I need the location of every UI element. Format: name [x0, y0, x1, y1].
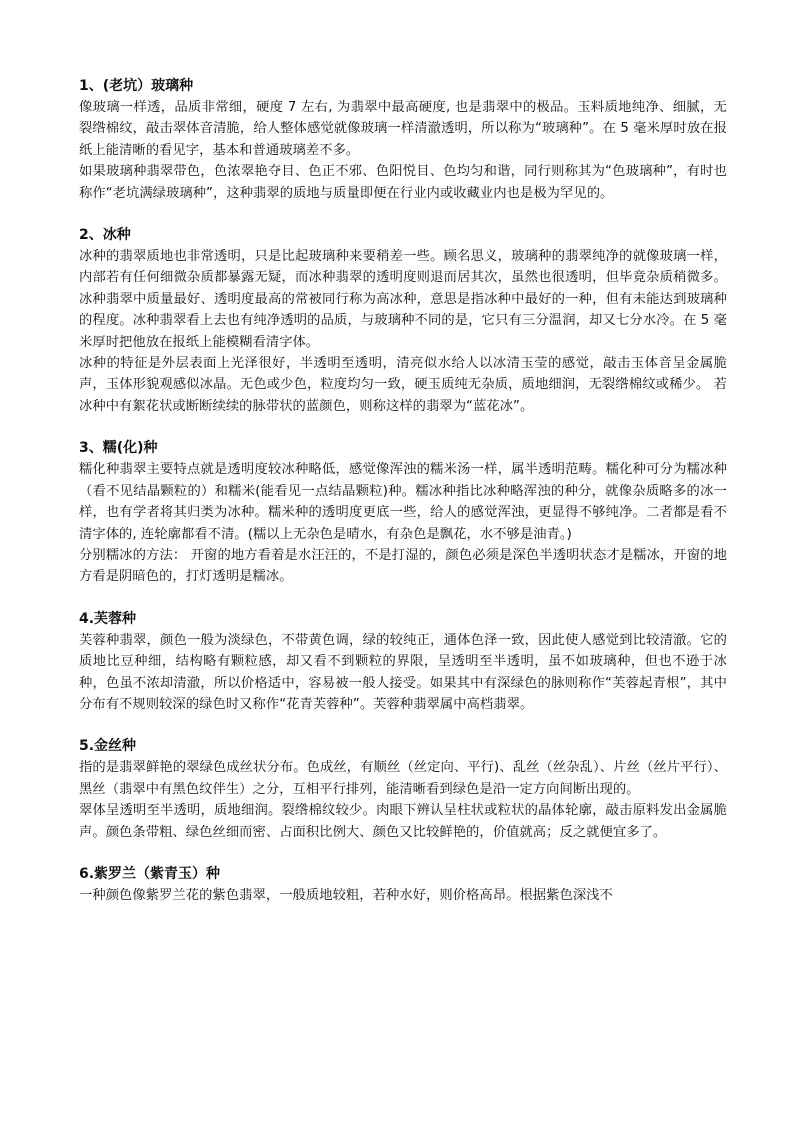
paragraph: 翠体呈透明至半透明，质地细润。裂绺棉纹较少。肉眼下辨认呈柱状或粒状的晶体轮廓，敲击原料发出金属脆声。颜色条带粗、绿色丝细而密、占面积比例大、颜色又比较鲜艳的，价值就高；反之就便宜多了。 [79, 803, 727, 840]
paragraph: 冰种的翡翠质地也非常透明，只是比起玻璃种来要稍差一些。顾名思义，玻璃种的翡翠纯净的就像玻璃一样，内部若有任何细微杂质都暴露无疑，而冰种翡翠的透明度则退而居其次，虽然也很透明，但毕竟杂质稍微多。冰种翡翠中质量最好、透明度最高的常被同行称为高冰种，意思是指冰种中最好的一种，但有未能达到玻璃种的程度。冰种翡翠看上去也有纯净透明的品质，与玻璃种不同的是，它只有三分温润，却又七分水冷。在 5 毫米厚时把他放在报纸上能模糊看清字体。 [79, 249, 727, 350]
paragraph: 分别糯冰的方法： 开窗的地方看着是水汪汪的，不是打湿的，颜色必须是深色半透明状态才是糯冰，开窗的地方看是阴暗色的，打灯透明是糯冰。 [79, 547, 727, 585]
paragraph: 一种颜色像紫罗兰花的紫色翡翠，一般质地较粗，若种水好，则价格高昂。根据紫色深浅不 [79, 887, 613, 903]
paragraph: 指的是翡翠鲜艳的翠绿色成丝状分布。色成丝，有顺丝（丝定向、平行)、乱丝（丝杂乱）、片丝（丝片平行）、黑丝（翡翠中有黑色纹伴生）之分，互相平行排列，能清晰看到绿色是沿一定方向间断出现的。 [79, 760, 727, 797]
section-heading: 2、冰种 [79, 227, 131, 244]
paragraph: 冰种的特征是外层表面上光泽很好，半透明至透明，清亮似水给人以冰清玉莹的感觉，敲击玉体音呈金属脆声，玉体形貌观感似冰晶。无色或少色，粒度均匀一致，硬玉质纯无杂质，质地细润，无裂绺棉纹或稀少。 若冰种中有絮花状或断断续续的脉带状的蓝颜色，则称这样的翡翠为“蓝花冰”。 [79, 356, 727, 414]
section-glutinous-type [79, 438, 727, 587]
section-heading: 4.芙蓉种 [79, 610, 137, 627]
section-heading: 3、糯(化)种 [79, 440, 158, 457]
document-page [79, 76, 727, 927]
section-hibiscus-type [79, 609, 727, 716]
section-violet-type [79, 864, 727, 906]
section-ice-type [79, 225, 727, 417]
section-glass-type [79, 76, 727, 204]
section-gold-silk-type [79, 736, 727, 843]
section-heading: 5.金丝种 [79, 738, 137, 755]
paragraph: 像玻璃一样透，品质非常细，硬度 7 左右, 为翡翠中最高硬度, 也是翡翠中的极品。玉料质地纯净、细腻，无裂绺棉纹，敲击翠体音清脆，给人整体感觉就像玻璃一样清澈透明，所以称为“玻璃种”。在 5 毫米厚时放在报纸上能清晰的看见字，基本和普通玻璃差不多。 [79, 100, 727, 158]
paragraph: 芙蓉种翡翠，颜色一般为淡绿色，不带黄色调，绿的较纯正，通体色泽一致，因此使人感觉到比较清澈。它的质地比豆种细，结构略有颗粒感，却又看不到颗粒的界限，呈透明至半透明，虽不如玻璃种，但也不逊于冰种，色虽不浓却清澈，所以价格适中，容易被一般人接受。如果其中有深绿色的脉则称作“芙蓉起青根”，其中分布有不规则较深的绿色时又称作“花青芙蓉种”。芙蓉种翡翠属中高档翡翠。 [79, 632, 727, 712]
paragraph: 糯化种翡翠主要特点就是透明度较冰种略低，感觉像浑浊的糯米汤一样，属半透明范畴。糯化种可分为糯冰种（看不见结晶颗粒的）和糯米(能看见一点结晶颗粒)种。糯冰种指比冰种略浑浊的种分，就像杂质略多的冰一样，也有学者将其归类为冰种。糯米种的透明度更底一些，给人的感觉浑浊，更显得不够纯净。二者都是看不清字体的, 连轮廓都看不清。(糯以上无杂色是晴水，有杂色是飘花，水不够是油青。) [79, 462, 727, 542]
section-heading: 1、(老坑）玻璃种 [79, 78, 194, 94]
paragraph: 如果玻璃种翡翠带色，色浓翠艳夺目、色正不邪、色阳悦目、色均匀和谐，同行则称其为“色玻璃种”，有时也称作“老坑满绿玻璃种”，这种翡翠的质地与质量即便在行业内或收藏业内也是极为罕见的。 [79, 164, 727, 201]
section-heading: 6.紫罗兰（紫青玉）种 [79, 865, 221, 882]
